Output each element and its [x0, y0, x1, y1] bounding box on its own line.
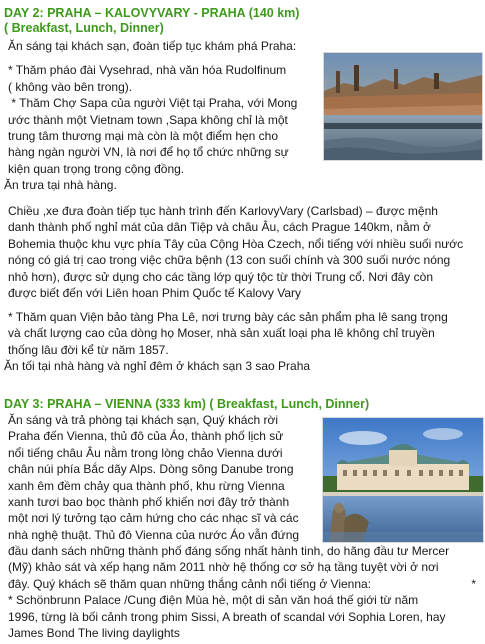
text-line: James Bond The living daylights [8, 626, 180, 641]
text-line: Praha đến Vienna, thủ đô của Áo, thành phố lịch sử [8, 429, 284, 444]
day2-intro [4, 38, 322, 194]
text-line: * Thăm Chợ Sapa của người Việt tại Praha, với Mong [8, 96, 298, 111]
belvedere-palace-illustration [323, 418, 483, 542]
day3-continued [4, 543, 484, 641]
day2-section [4, 6, 482, 36]
text-line: đầu danh sách những thành phố đáng sống nhất hành tinh, do hãng đầu tư Mercer [8, 544, 450, 558]
spacer [4, 54, 322, 62]
day3-title: DAY 3: PRAHA – VIENNA (333 km) ( Breakfast, Lunch, Dinner) [4, 397, 370, 411]
text-line: ( không vào bên trong). [8, 79, 133, 94]
text-line: và chất lượng cao của dòng họ Moser, nhà sản xuất loại pha lê không chỉ truyền [8, 326, 435, 341]
text-line: nhỏ hơn), được sử dụng cho các tầng lớp quý tộc từ thời Trung cổ. Nơi đây còn [8, 269, 433, 284]
text-line: chân núi phía Bắc dãy Alps. Dòng sông Danube trong [8, 462, 294, 477]
text-line: * Thăm quan Viện bảo tàng Pha Lê, nơi trưng bày các sản phẩm pha lê sang trọng [8, 310, 448, 324]
text-line: * Schönbrunn Palace /Cung điện Mùa hè, một di sản văn hoá thế giới từ năm [8, 593, 419, 608]
belvedere-palace-photo [322, 417, 484, 543]
text-line: * Thăm pháo đài Vysehrad, nhà văn hóa Rudolfinum [8, 63, 287, 78]
day3-section [4, 397, 482, 412]
text-line: nóng có giá trị cao trong việc chữa bệnh (13 con suối chính và 300 suối nước nóng [8, 253, 451, 268]
text-line: Ăn sáng tại khách sạn, đoàn tiếp tục khám phá Praha: [8, 39, 297, 53]
text-line: Ăn tối tại nhà hàng và nghỉ đêm ở khách sạn 3 sao Praha [4, 359, 311, 374]
text-line: Bohemia thuộc khu vực phía Tây của Cộng Hòa Czech, nổi tiếng với nhiều suối nước [8, 236, 464, 251]
text-line: hàng ngàn người VN, là nơi để họ tổ chức những sự [8, 145, 289, 160]
text-line: Chiều ,xe đưa đoàn tiếp tục hành trình đến KarlovyVary (Carlsbad) – được mệnh [8, 204, 438, 218]
text-line: xanh tươi bao bọc thành phố khiến nơi đây trở thành [8, 495, 290, 510]
asterisk-mark: * [471, 576, 476, 591]
text-line: Ăn sáng và trả phòng tại khách sạn, Quý khách rời [8, 413, 279, 427]
text-line: kiện quan trọng trong cộng đồng. [8, 161, 185, 176]
day2-title: DAY 2: PRAHA – KALOVYVARY - PRAHA (140 km) [4, 6, 300, 20]
text-line: ước thành một Vietnam town ,Sapa không chỉ là một [8, 112, 288, 127]
text-line: xanh êm đềm chảy qua thành phố, khu rừng Vienna [8, 478, 285, 493]
moser-paragraph [4, 309, 484, 375]
text-line: 1996, từng là bối cảnh trong phim Sissi, A breath of scandal với Sophia Loren, hay [8, 609, 446, 624]
text-line: (Mỹ) khảo sát và xếp hạng năm 2011 nhờ hệ thống cơ sở hạ tầng tuyệt vời ở nơi [8, 560, 439, 575]
text-line: thống lâu đời kể từ năm 1857. [8, 342, 169, 357]
text-line: trung tâm thương mại mà còn là một điểm hẹn cho [8, 129, 279, 144]
text-line: nhà nghệ thuật. Thủ đô Vienna của nước Áo vẫn đứng [8, 527, 300, 542]
text-line: được biết đến với Liên hoan Phim Quốc tế Kalovy Vary [8, 286, 302, 301]
karlovy-vary-paragraph [4, 203, 484, 301]
text-line: nổi tiếng châu Âu nằm trong lòng chảo Vienna dưới [8, 445, 283, 460]
prague-bridge-photo [323, 52, 483, 161]
text-line-content: đây. Quý khách sẽ thăm quan những thắng cảnh nổi tiếng ở Vienna: [8, 576, 372, 591]
text-line: Ăn trưa tại nhà hàng. [4, 178, 117, 193]
text-line: danh thành phố nghỉ mát của dân Tiệp và châu Âu, cách Prague 140km, nằm ở [8, 220, 431, 235]
day3-intro [4, 412, 322, 543]
text-line [4, 576, 484, 592]
text-line: một nơi lý tưởng tạo cảm hứng cho các nhạc sĩ và các [8, 511, 299, 526]
day2-meals: ( Breakfast, Lunch, Dinner) [4, 21, 164, 35]
prague-bridge-illustration [324, 53, 482, 160]
